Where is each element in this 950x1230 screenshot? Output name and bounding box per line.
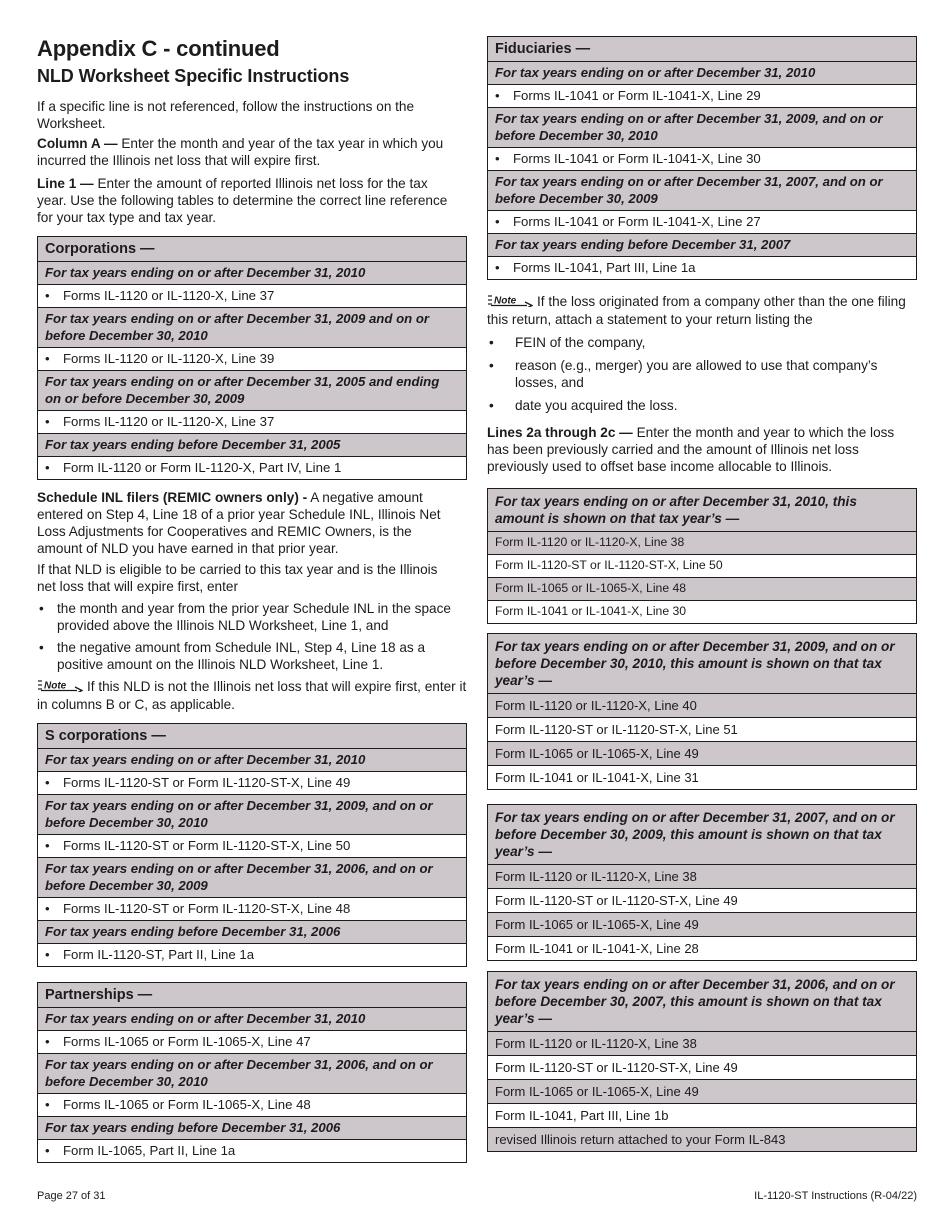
note-arrow-icon xyxy=(487,293,533,307)
table-row xyxy=(488,148,916,171)
table-subheader: For tax years ending on or after December 31, 2010 xyxy=(38,749,466,772)
table-row: Form IL-1120-ST or IL-1120-ST-X, Line 49 xyxy=(488,889,916,913)
table-row: Form IL-1065 or IL-1065-X, Line 49 xyxy=(488,913,916,937)
table-row-text: Forms IL-1120-ST or Form IL-1120-ST-X, Line 50 xyxy=(63,838,351,853)
table-row: Form IL-1041 or IL-1041-X, Line 28 xyxy=(488,937,916,960)
lines2-label: Lines 2a through 2c — xyxy=(487,425,633,440)
bullet-icon: • xyxy=(45,351,50,366)
table-subheader: For tax years ending on or after December 31, 2006, and on or before December 30, 2010 xyxy=(38,1054,466,1094)
table-row: Form IL-1120-ST or IL-1120-ST-X, Line 51 xyxy=(488,718,916,742)
bullet-icon: • xyxy=(45,947,50,962)
table-row-text: Forms IL-1120 or IL-1120-X, Line 37 xyxy=(63,414,275,429)
page-number: Page 27 of 31 xyxy=(37,1190,106,1202)
bullet-icon: • xyxy=(45,414,50,429)
table-header: Partnerships — xyxy=(38,983,466,1008)
table-row: Form IL-1065 or IL-1065-X, Line 49 xyxy=(488,742,916,766)
table-subheader: For tax years ending on or after December 31, 2010 xyxy=(38,262,466,285)
table-row: Form IL-1120 or IL-1120-X, Line 38 xyxy=(488,865,916,889)
bullet-icon: • xyxy=(495,260,500,275)
table-header: For tax years ending on or after December 31, 2006, and on or before December 30, 2007, this amount is shown on that tax year’s — xyxy=(488,972,916,1032)
line1-text: Enter the amount of reported Illinois net loss for the tax year. Use the following tables to determine the correct line reference for your tax type and tax year. xyxy=(37,176,448,225)
note-icon-text: Note xyxy=(44,680,67,692)
note-paragraph xyxy=(37,678,467,713)
table-subheader: For tax years ending before December 31, 2007 xyxy=(488,234,916,257)
table-subheader: For tax years ending on or after December 31, 2009, and on or before December 30, 2010 xyxy=(38,795,466,835)
note-bullet: • reason (e.g., merger) you are allowed to use that company’s losses, and xyxy=(487,357,907,391)
s-corporations-table xyxy=(37,723,467,967)
partnerships-table xyxy=(37,982,467,1163)
table-header: Corporations — xyxy=(38,237,466,262)
carryover-table-2010 xyxy=(487,488,917,624)
table-row-text: Forms IL-1120-ST or Form IL-1120-ST-X, Line 48 xyxy=(63,901,351,916)
column-a-paragraph xyxy=(37,135,467,169)
table-row xyxy=(38,772,466,795)
right-note-text: If the loss originated from a company other than the one filing this return, attach a statement to your return listing the xyxy=(487,294,906,328)
note-icon xyxy=(487,293,533,311)
table-header: Fiduciaries — xyxy=(488,37,916,62)
table-row-text: Form IL-1120-ST, Part II, Line 1a xyxy=(63,947,255,962)
inl-label: Schedule INL filers (REMIC owners only) - xyxy=(37,490,308,505)
form-id: IL-1120-ST Instructions (R-04/22) xyxy=(754,1190,917,1202)
table-header: For tax years ending on or after December 31, 2007, and on or before December 30, 2009, this amount is shown on that tax year’s — xyxy=(488,805,916,865)
table-row-text: Forms IL-1065 or Form IL-1065-X, Line 48 xyxy=(63,1097,311,1112)
intro-text: If a specific line is not referenced, follow the instructions on the Worksheet. xyxy=(37,99,415,131)
table-row xyxy=(38,457,466,479)
table-row-text: Forms IL-1041 or Form IL-1041-X, Line 27 xyxy=(513,214,761,229)
table-row: Form IL-1120 or IL-1120-X, Line 40 xyxy=(488,694,916,718)
right-note-paragraph xyxy=(487,293,917,328)
table-row: revised Illinois return attached to your Form IL-843 xyxy=(488,1128,916,1151)
table-row-text: Forms IL-1041 or Form IL-1041-X, Line 30 xyxy=(513,151,761,166)
bullet-icon: • xyxy=(45,1097,50,1112)
bullet-icon: • xyxy=(45,901,50,916)
table-row-text: Forms IL-1120 or IL-1120-X, Line 37 xyxy=(63,288,275,303)
table-row xyxy=(38,944,466,966)
table-row xyxy=(488,85,916,108)
carry-bullet-list xyxy=(37,600,467,673)
table-row: Form IL-1120 or IL-1120-X, Line 38 xyxy=(488,532,916,555)
table-subheader: For tax years ending on or after December 31, 2006, and on or before December 30, 2009 xyxy=(38,858,466,898)
note-icon xyxy=(37,678,83,696)
table-row: Form IL-1041 or IL-1041-X, Line 30 xyxy=(488,601,916,623)
table-row: Form IL-1041 or IL-1041-X, Line 31 xyxy=(488,766,916,789)
page-title: Appendix C - continued xyxy=(37,36,280,61)
table-subheader: For tax years ending on or after December 31, 2005 and ending on or before December 30, 2009 xyxy=(38,371,466,411)
table-row-text: Form IL-1065, Part II, Line 1a xyxy=(63,1143,236,1158)
lines2-paragraph xyxy=(487,424,907,475)
column-a-label: Column A — xyxy=(37,136,118,151)
table-header: S corporations — xyxy=(38,724,466,749)
column-a-text: Enter the month and year of the tax year in which you incurred the Illinois net loss that will expire first. xyxy=(37,136,444,168)
carry-bullet: • the negative amount from Schedule INL, Step 4, Line 18 as a positive amount on the Illinois NLD Worksheet, Line 1. xyxy=(37,639,467,673)
table-row: Form IL-1065 or IL-1065-X, Line 49 xyxy=(488,1080,916,1104)
table-row-text: Forms IL-1041 or Form IL-1041-X, Line 29 xyxy=(513,88,761,103)
bullet-icon: • xyxy=(45,1034,50,1049)
line1-paragraph xyxy=(37,175,457,226)
table-row xyxy=(38,1140,466,1162)
bullet-icon: • xyxy=(45,838,50,853)
table-header: For tax years ending on or after December 31, 2010, this amount is shown on that tax year’s — xyxy=(488,489,916,532)
carryover-table-2007 xyxy=(487,804,917,961)
table-row xyxy=(38,411,466,434)
table-subheader: For tax years ending before December 31, 2006 xyxy=(38,921,466,944)
table-row-text: Forms IL-1120-ST or Form IL-1120-ST-X, Line 49 xyxy=(63,775,351,790)
table-row xyxy=(38,1094,466,1117)
carry-text: If that NLD is eligible to be carried to this tax year and is the Illinois net loss that will expire first, enter xyxy=(37,562,438,594)
table-row: Form IL-1041, Part III, Line 1b xyxy=(488,1104,916,1128)
table-subheader: For tax years ending on or after December 31, 2007, and on or before December 30, 2009 xyxy=(488,171,916,211)
table-row xyxy=(38,898,466,921)
bullet-icon: • xyxy=(45,288,50,303)
note-icon-text: Note xyxy=(494,295,517,307)
note-bullet: • FEIN of the company, xyxy=(487,334,907,351)
lines2-text: Enter the month and year to which the loss has been previously carried and the amount of Illinois net loss previously used to offset base income allocable to Illinois. xyxy=(487,425,895,474)
page-subtitle: NLD Worksheet Specific Instructions xyxy=(37,66,350,86)
inl-text: A negative amount entered on Step 4, Line 18 of a prior year Schedule INL, Illinois Net Loss Adjustments for Cooperatives and REMIC Owners, is the amount of NLD you have earned in that prior year. xyxy=(37,490,441,556)
table-row-text: Forms IL-1065 or Form IL-1065-X, Line 47 xyxy=(63,1034,311,1049)
carry-bullet: • the month and year from the prior year Schedule INL in the space provided above the Illinois NLD Worksheet, Line 1, and xyxy=(37,600,467,634)
table-row-text: Form IL-1120 or Form IL-1120-X, Part IV, Line 1 xyxy=(63,460,342,475)
corporations-table xyxy=(37,236,467,480)
bullet-icon: • xyxy=(495,214,500,229)
note-arrow-icon xyxy=(37,678,83,692)
table-row: Form IL-1120-ST or IL-1120-ST-X, Line 50 xyxy=(488,555,916,578)
table-subheader: For tax years ending on or after December 31, 2009, and on or before December 30, 2010 xyxy=(488,108,916,148)
bullet-icon: • xyxy=(45,775,50,790)
table-row xyxy=(38,1031,466,1054)
table-row: Form IL-1065 or IL-1065-X, Line 48 xyxy=(488,578,916,601)
table-header: For tax years ending on or after December 31, 2009, and on or before December 30, 2010, this amount is shown on that tax year’s — xyxy=(488,634,916,694)
table-row xyxy=(488,257,916,279)
table-row xyxy=(38,285,466,308)
table-row: Form IL-1120 or IL-1120-X, Line 38 xyxy=(488,1032,916,1056)
inl-paragraph xyxy=(37,489,457,557)
note-bullet: • date you acquired the loss. xyxy=(487,397,907,414)
table-row xyxy=(38,835,466,858)
table-subheader: For tax years ending on or after December 31, 2010 xyxy=(488,62,916,85)
table-row: Form IL-1120-ST or IL-1120-ST-X, Line 49 xyxy=(488,1056,916,1080)
table-row xyxy=(488,211,916,234)
table-row-text: Forms IL-1120 or IL-1120-X, Line 39 xyxy=(63,351,275,366)
note-text: If this NLD is not the Illinois net loss that will expire first, enter it in columns B or C, as applicable. xyxy=(37,679,467,713)
table-subheader: For tax years ending on or after December 31, 2009 and on or before December 30, 2010 xyxy=(38,308,466,348)
bullet-icon: • xyxy=(45,1143,50,1158)
carryover-table-2009 xyxy=(487,633,917,790)
table-row-text: Forms IL-1041, Part III, Line 1a xyxy=(513,260,696,275)
table-row xyxy=(38,348,466,371)
table-subheader: For tax years ending before December 31, 2006 xyxy=(38,1117,466,1140)
line1-label: Line 1 — xyxy=(37,176,94,191)
fiduciaries-table xyxy=(487,36,917,280)
bullet-icon: • xyxy=(45,460,50,475)
carryover-table-2006 xyxy=(487,971,917,1152)
table-subheader: For tax years ending before December 31, 2005 xyxy=(38,434,466,457)
table-subheader: For tax years ending on or after December 31, 2010 xyxy=(38,1008,466,1031)
bullet-icon: • xyxy=(495,151,500,166)
bullet-icon: • xyxy=(495,88,500,103)
note-bullet-list xyxy=(487,334,907,420)
